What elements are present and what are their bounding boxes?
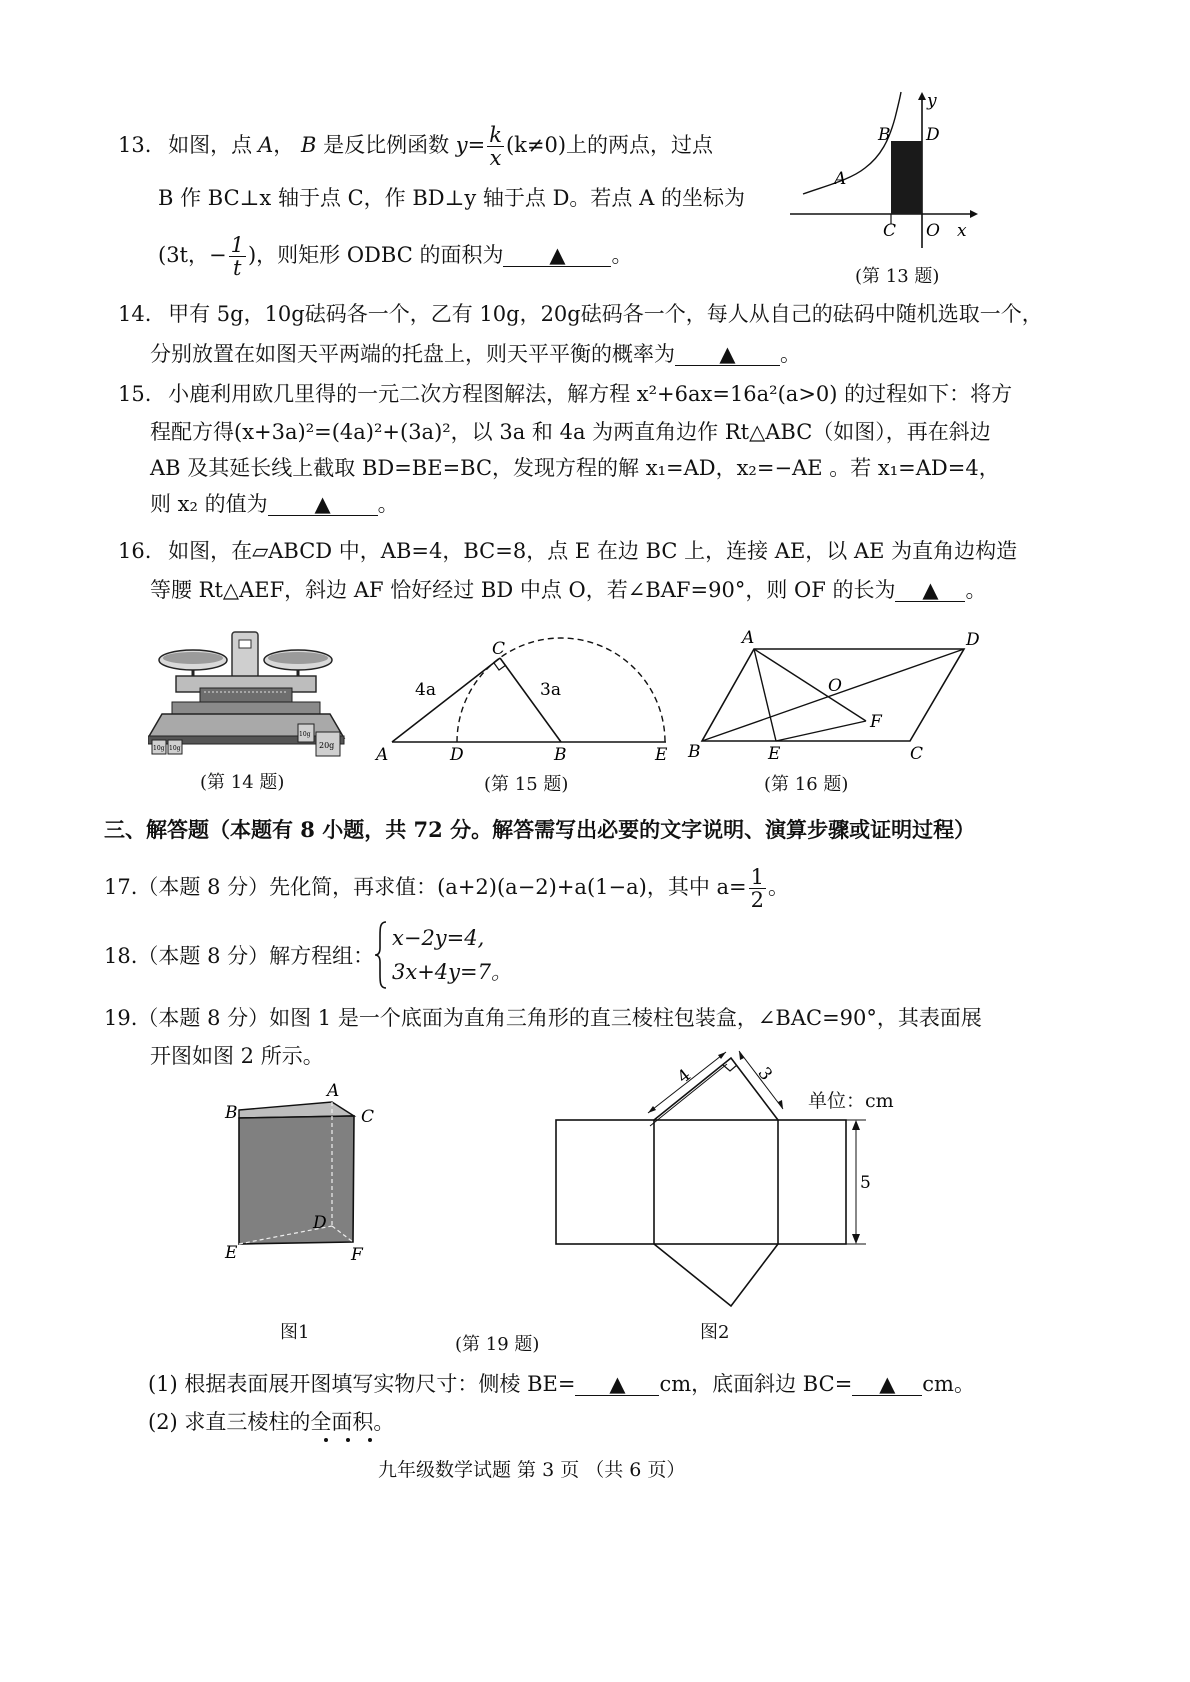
point-label-b: B [554, 745, 567, 765]
q19-caption: (第 19 题) [455, 1334, 540, 1355]
weight-label: 20g [319, 741, 335, 750]
fraction [229, 234, 246, 279]
emphasis-dots [318, 1436, 378, 1444]
q17-line [104, 866, 789, 911]
equation-2: 3x+4y=7。 [392, 960, 512, 984]
point-label-c: C [883, 221, 897, 241]
text: 上的两点，过点 [566, 133, 714, 157]
figure2-label: 图2 [700, 1322, 730, 1343]
side-label-3a: 3a [540, 680, 561, 700]
dimension-label-4: 4 [674, 1065, 695, 1088]
vertex-label-b: B [225, 1103, 238, 1123]
q19-line2: 开图如图 2 所示。 [150, 1044, 324, 1068]
text: 。 [780, 342, 801, 366]
question-number: 16. [118, 539, 152, 563]
point-label-d: D [966, 630, 980, 650]
q13-figure [785, 88, 985, 256]
answer-blank[interactable]: ▲ [852, 1373, 922, 1396]
text: 是反比例函数 [323, 133, 450, 157]
text: (3t，− [158, 243, 227, 267]
axis-label-y: y [927, 91, 937, 111]
fraction [749, 866, 766, 911]
text: 。 [611, 243, 633, 267]
numerator: 1 [230, 233, 244, 257]
text: )，则矩形 ODBC 的面积为 [247, 243, 504, 267]
text: （本题 8 分）先化简，再求值：(a+2)(a−2)+a(1−a)，其中 a= [137, 875, 747, 899]
axis-label-x: x [957, 221, 967, 241]
q16-line1 [118, 537, 1017, 565]
dimension-label-5: 5 [860, 1173, 871, 1193]
vertex-label-c: C [361, 1107, 375, 1127]
answer-blank[interactable]: ▲ [503, 244, 611, 267]
point-label-a: A [742, 628, 755, 648]
q13-line1 [118, 124, 713, 169]
text: (1) 根据表面展开图填写实物尺寸：侧棱 BE= [148, 1372, 576, 1396]
point-label-o: O [828, 676, 842, 696]
q15-line1 [118, 380, 1012, 408]
vertex-label-d: D [313, 1213, 327, 1233]
answer-blank[interactable]: ▲ [268, 493, 378, 516]
text: 如图，点 [168, 133, 253, 157]
text: （本题 8 分）解方程组： [137, 944, 375, 968]
q19-sub2: (2) 求直三棱柱的全面积。 [148, 1410, 395, 1434]
text: 如图，在▱ABCD 中，AB=4，BC=8，点 E 在边 BC 上，连接 AE，以 AE 为直角边构造 [168, 539, 1018, 563]
q16-caption: (第 16 题) [764, 774, 849, 795]
q13-caption: (第 13 题) [855, 266, 940, 287]
question-number: 19. [104, 1006, 138, 1030]
q14-figure [148, 628, 358, 760]
text: cm，底面斜边 BC= [659, 1372, 853, 1396]
denominator: 2 [750, 888, 764, 912]
question-number: 18. [104, 944, 138, 968]
dimension-label-3: 3 [753, 1063, 777, 1085]
text: cm。 [922, 1372, 975, 1396]
side-label-4a: 4a [415, 680, 436, 700]
figure1-label: 图1 [280, 1322, 310, 1343]
q15-figure [370, 632, 680, 772]
q14-line1 [118, 300, 1043, 328]
denominator: t [233, 256, 242, 280]
fraction [487, 124, 504, 169]
vertex-label-a: A [327, 1081, 340, 1101]
point-label-b: B [688, 742, 701, 762]
answer-blank[interactable]: ▲ [575, 1373, 659, 1396]
text: （本题 8 分）如图 1 是一个底面为直角三角形的直三棱柱包装盒，∠BAC=90°，其表面展 [137, 1006, 982, 1030]
vertex-label-e: E [225, 1243, 238, 1263]
origin-label: O [926, 221, 940, 241]
point-label: A [258, 133, 274, 157]
text: ， [273, 133, 295, 157]
numerator: 1 [750, 865, 764, 889]
numerator: k [489, 123, 502, 147]
point-label-e: E [655, 745, 668, 765]
text: 则 x₂ 的值为 [150, 492, 268, 516]
weight-label: 10g [169, 745, 181, 752]
q18-line [104, 942, 374, 970]
q13-line2: B 作 BC⊥x 轴于点 C，作 BD⊥y 轴于点 D。若点 A 的坐标为 [158, 186, 745, 210]
condition: (k≠0) [505, 133, 567, 157]
point-label-a: A [834, 169, 847, 189]
equation-1: x−2y=4, [392, 926, 485, 950]
denominator: x [489, 146, 502, 170]
question-number: 14. [118, 302, 152, 326]
q15-line2: 程配方得(x+3a)²=(4a)²+(3a)²，以 3a 和 4a 为两直角边作 Rt△ABC（如图），再在斜边 [150, 420, 991, 444]
answer-blank[interactable]: ▲ [895, 579, 965, 602]
text: 小鹿利用欧几里得的一元二次方程图解法，解方程 x²+6ax=16a²(a>0) 的过程如下：将方 [168, 382, 1013, 406]
system-brace [374, 920, 388, 990]
weight-label: 10g [299, 731, 311, 738]
point-label-a: A [376, 745, 389, 765]
section-heading: 三、解答题（本题有 8 小题，共 72 分。解答需写出必要的文字说明、演算步骤或证明过程） [104, 817, 976, 842]
q15-line3: AB 及其延长线上截取 BD=BE=BC，发现方程的解 x₁=AD，x₂=−AE 。若 x₁=AD=4， [150, 456, 1000, 480]
q19-figure1 [215, 1080, 385, 1270]
text: 。 [768, 875, 789, 899]
point-label-d: D [926, 125, 940, 145]
point-label-e: E [768, 744, 781, 764]
unit-label: 单位：cm [808, 1090, 894, 1112]
point-label-d: D [450, 745, 464, 765]
q19-figure2 [550, 1040, 900, 1310]
q19-sub1 [148, 1370, 975, 1398]
point-label-b: B [878, 125, 891, 145]
text: 分别放置在如图天平两端的托盘上，则天平平衡的概率为 [150, 342, 675, 366]
point-label-f: F [870, 712, 882, 732]
question-number: 15. [118, 382, 152, 406]
q14-line2 [150, 340, 801, 368]
answer-blank[interactable]: ▲ [675, 343, 780, 366]
q15-line4 [150, 490, 399, 518]
point-label-c: C [910, 744, 924, 764]
q16-line2 [150, 576, 986, 604]
page-footer: 九年级数学试题 第 3 页 （共 6 页） [378, 1459, 686, 1481]
formula: y= [455, 133, 486, 157]
point-label: B [300, 133, 317, 157]
vertex-label-f: F [351, 1245, 363, 1265]
q15-caption: (第 15 题) [484, 774, 569, 795]
text: 等腰 Rt△AEF，斜边 AF 恰好经过 BD 中点 O，若∠BAF=90°，则 OF 的长为 [150, 578, 896, 602]
point-label-c: C [492, 639, 506, 659]
question-number: 13. [118, 133, 152, 157]
q14-caption: (第 14 题) [200, 772, 285, 793]
question-number: 17. [104, 875, 138, 899]
q19-line1 [104, 1004, 982, 1032]
q16-figure [680, 625, 990, 765]
q13-line3 [158, 234, 632, 279]
weight-label: 10g [153, 745, 165, 752]
text: 。 [377, 492, 399, 516]
text: 甲有 5g，10g砝码各一个，乙有 10g，20g砝码各一个，每人从自己的砝码中随机选取一个， [168, 302, 1043, 326]
text: 。 [965, 578, 987, 602]
